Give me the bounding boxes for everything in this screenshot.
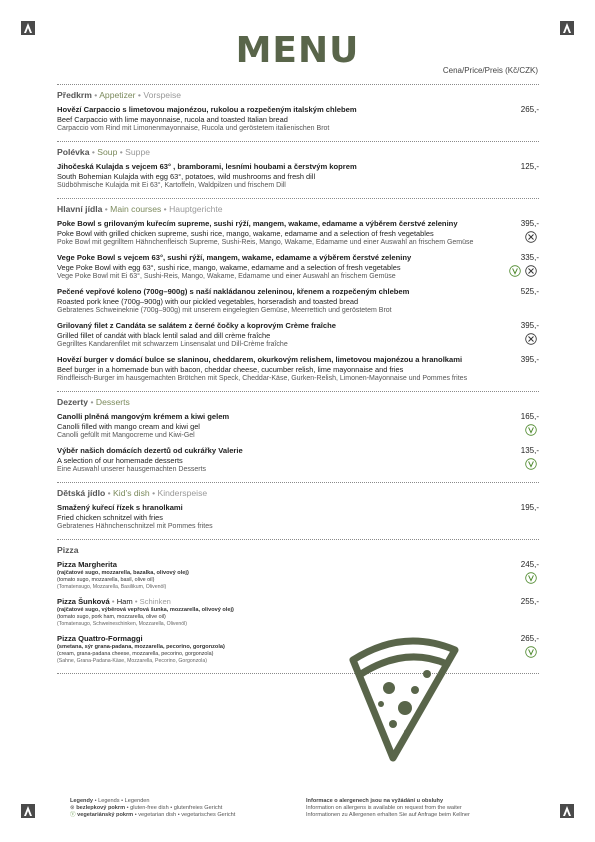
- text-span: Desserts: [95, 397, 130, 407]
- text-span: Ham: [116, 597, 133, 606]
- page-title: MENU: [235, 30, 360, 71]
- legend-veg-cz: vegetariánský pokrm: [77, 812, 134, 818]
- text-span: •: [94, 90, 98, 100]
- text-span: •: [91, 147, 95, 157]
- pizza-ingredients-en: (tomato sugo, mozzarella, basil, olive oil): [57, 577, 155, 583]
- item-price: 125,-: [520, 162, 539, 171]
- text-span: Dezerty: [57, 397, 89, 407]
- text-span: [529, 461, 534, 466]
- text-span: [525, 424, 537, 436]
- item-name-en: Grilled fillet of candát with black lentil salad and dill crème fraîche: [57, 331, 271, 340]
- menu-item: [57, 105, 539, 133]
- item-name-en: Beef Carpaccio with lime mayonnaise, rucola and toasted Italian bread: [57, 115, 288, 124]
- item-name-en: Vege Poke Bowl with egg 63°, sushi rice, mango, wakame, edamame and a selection of fresh vegetables: [57, 263, 401, 272]
- text-span: •: [152, 488, 156, 498]
- pizza-ingredients-cz: (smetana, sýr grana-padana, mozzarella, pecorino, gorgonzola): [57, 644, 225, 650]
- section-title: [57, 488, 539, 498]
- item-name-en: Canolli filled with mango cream and kiwi gel: [57, 422, 200, 431]
- no-gluten-icon: [525, 333, 537, 345]
- item-name: Pečené vepřové koleno (700g–900g) s naší nakládanou zeleninou, křenem a rozpečeným chlebem: [57, 287, 410, 296]
- text-span: Pizza Šunková: [57, 597, 110, 606]
- item-price: 335,-: [520, 253, 539, 262]
- legend-veg-en: vegetarian dish: [138, 812, 177, 818]
- text-span: Hlavní jídla: [57, 204, 103, 214]
- item-name-en: Fried chicken schnitzel with fries: [57, 513, 163, 522]
- text-span: Předkrm: [57, 90, 92, 100]
- legend-veg-de: vegetarisches Gericht: [181, 812, 236, 818]
- pizza-ingredients-de: (Sahne, Grana-Padana-Käse, Mozzarella, Pecorino, Gorgonzola): [57, 658, 207, 664]
- price-header: Cena/Price/Preis (Kč/CZK): [442, 66, 538, 75]
- brand-logo-icon: [560, 804, 574, 818]
- pizza-name: [57, 597, 539, 607]
- legend: Legendy • Legends • Legenden ⊗ bezlepkový pokrm • gluten-free dish • glutenfreies Gericht Ⓥ vegetariánský pokrm • vegetarian dish • vegetarisches Gericht: [70, 798, 236, 818]
- item-price: 165,-: [520, 412, 539, 421]
- allergen-cz: Informace o alergenech jsou na vyžádání u obsluhy: [306, 798, 444, 804]
- pizza-slice-icon: [323, 620, 469, 764]
- text-span: [529, 235, 534, 240]
- text-span: •: [90, 397, 94, 407]
- text-span: Pizza Quattro-Formaggi: [57, 634, 143, 643]
- brand-logo-icon: [21, 804, 35, 818]
- allergen-de: Informationen zu Allergenen erhalten Sie auf Anfrage beim Kellner: [306, 812, 470, 818]
- legend-title-de: Legenden: [124, 798, 150, 804]
- item-price: 395,-: [520, 355, 539, 364]
- legend-gf-de: glutenfreies Gericht: [173, 805, 223, 811]
- menu-item: [57, 219, 539, 247]
- text-span: Kinderspeise: [157, 488, 208, 498]
- text-span: Hauptgerichte: [169, 204, 223, 214]
- leaf-icon: [525, 646, 537, 658]
- item-name-de: Poke Bowl mit gegrilltem Hähnchenfleisch Supreme, Sushi-Reis, Mango, Wakame, Edamame und einer Auswahl an frischem Gemüse: [57, 239, 474, 246]
- menu-item: [57, 355, 539, 383]
- text-span: [525, 572, 537, 584]
- item-name: Poke Bowl s grilovaným kuřecím supreme, sushi rýží, mangem, wakame, edamame a výběrem čerstvé zeleniny: [57, 219, 458, 228]
- item-name: Canolli plněná mangovým krémem a kiwi gelem: [57, 412, 230, 421]
- item-price: 525,-: [520, 287, 539, 296]
- text-span: Polévka: [57, 147, 90, 157]
- item-name-de: Vege Poke Bowl mit Ei 63°, Sushi-Reis, Mango, Wakame, Edamame und einer Auswahl an frischem Gemüse: [57, 273, 396, 280]
- item-name-de: Südböhmische Kulajda mit Ei 63°, Kartoffeln, Waldpilzen und frischem Dill: [57, 182, 286, 189]
- item-price: 395,-: [520, 219, 539, 228]
- text-span: [525, 231, 537, 243]
- section-starter: [57, 85, 539, 141]
- item-price: 255,-: [520, 597, 539, 606]
- item-name-de: Gegrilltes Kandarenfilet mit schwarzem Linsensalat und Dill-Crème fraîche: [57, 341, 288, 348]
- pizza-ingredients-en: (tomato sugo, pork ham, mozzarella, olive oil): [57, 614, 166, 620]
- item-price: 265,-: [520, 634, 539, 643]
- item-name: Smažený kuřecí řízek s hranolkami: [57, 503, 183, 512]
- text-span: [529, 575, 534, 580]
- item-name: Vege Poke Bowl s vejcem 63°, sushi rýží, mangem, wakame, edamame a výběrem čerstvé zeleniny: [57, 253, 412, 262]
- text-span: Soup: [97, 147, 118, 157]
- pizza-name: [57, 560, 539, 570]
- item-name-de: Rindfleisch-Burger im hausgemachten Brötchen mit Speck, Cheddar-Käse, Gurken-Relish, Limonen-Mayonnaise und Pommes frites: [57, 375, 468, 382]
- section-title: Pizza: [57, 545, 79, 555]
- item-name-de: Gebratenes Schweineknie (700g–900g) mit unserem eingelegten Gemüse, Meerrettich und geröstetem Brot: [57, 307, 392, 314]
- item-name-de: Carpaccio vom Rind mit Limonenmayonnaise, Rucola und geröstetem italienischen Brot: [57, 125, 330, 132]
- text-span: [525, 333, 537, 345]
- menu-item: [57, 321, 539, 349]
- text-span: •: [111, 597, 115, 606]
- text-span: Schinken: [139, 597, 171, 606]
- section-soup: [57, 142, 539, 198]
- text-span: •: [119, 147, 123, 157]
- leaf-icon: [509, 265, 521, 277]
- legend-gf-cz: bezlepkový pokrm: [76, 805, 126, 811]
- leaf-icon: [525, 424, 537, 436]
- text-span: [529, 269, 534, 274]
- text-span: Vorspeise: [143, 90, 182, 100]
- text-span: Appetizer: [99, 90, 136, 100]
- text-span: [529, 649, 534, 654]
- text-span: •: [104, 204, 108, 214]
- menu-item: [57, 287, 539, 315]
- item-name: Hovězí Carpaccio s limetovou majonézou, rukolou a rozpečeným italským chlebem: [57, 105, 357, 114]
- item-name-de: Canolli gefüllt mit Mangocreme und Kiwi-Gel: [57, 432, 195, 439]
- item-name: Výběr našich domácích dezertů od cukrářky Valerie: [57, 446, 243, 455]
- item-price: 135,-: [520, 446, 539, 455]
- item-name-en: Poke Bowl with grilled chicken supreme, sushi rice, mango, wakame, edamame and a selection of fresh vegetables: [57, 229, 434, 238]
- text-span: •: [134, 597, 138, 606]
- leaf-icon: Ⓥ: [70, 812, 76, 818]
- section-title: [57, 147, 539, 157]
- item-price: 245,-: [520, 560, 539, 569]
- item-price: 195,-: [520, 503, 539, 512]
- text-span: [525, 646, 537, 658]
- section-title: [57, 397, 539, 407]
- allergen-info: [306, 798, 526, 819]
- text-span: [513, 268, 518, 273]
- item-name: Jihočeská Kulajda s vejcem 63° , bramborami, lesními houbami a čerstvým koprem: [57, 162, 357, 171]
- text-span: [529, 427, 534, 432]
- item-name-en: Roasted pork knee (700g–900g) with our pickled vegetables, horseradish and toasted bread: [57, 297, 359, 306]
- pizza-ingredients-cz: (rajčatové sugo, mozzarella, bazalka, olivový olej): [57, 570, 189, 576]
- section-kids: [57, 483, 539, 539]
- leaf-icon: [525, 572, 537, 584]
- item-name-de: Gebratenes Hähnchenschnitzel mit Pommes frites: [57, 523, 213, 530]
- text-span: •: [163, 204, 167, 214]
- text-span: Main courses: [110, 204, 162, 214]
- item-name: Grilovaný filet z Candáta se salátem z černé čočky a koprovým Crème fraîche: [57, 321, 336, 330]
- section-dessert: [57, 392, 539, 482]
- no-gluten-icon: ⊗: [70, 805, 75, 811]
- text-span: [509, 265, 537, 277]
- item-name-en: South Bohemian Kulajda with egg 63°, potatoes, wild mushrooms and fresh dill: [57, 172, 316, 181]
- menu-item: [57, 503, 539, 531]
- item-name-en: A selection of our homemade desserts: [57, 456, 183, 465]
- text-span: Kid’s dish: [113, 488, 150, 498]
- no-gluten-icon: [525, 231, 537, 243]
- legend-gf-en: gluten-free dish: [130, 805, 169, 811]
- section-main: [57, 199, 539, 391]
- menu-item: [57, 412, 539, 440]
- item-price: 265,-: [520, 105, 539, 114]
- item-name: Hovězí burger v domácí bulce se slaninou, cheddarem, okurkovým relishem, limetovou majonézou a hranolkami: [57, 355, 463, 364]
- text-span: [57, 545, 539, 555]
- pizza-item: [57, 560, 539, 591]
- section-title: [57, 90, 539, 100]
- pizza-ingredients-de: (Tomatensugo, Schweineschinken, Mozzarella, Olivenöl): [57, 621, 188, 627]
- menu-item: [57, 162, 539, 190]
- section-title: [57, 204, 539, 214]
- legend-title: Legendy: [70, 798, 94, 804]
- text-span: Pizza Margherita: [57, 560, 117, 569]
- menu-item: [57, 446, 539, 474]
- text-span: Suppe: [125, 147, 151, 157]
- text-span: [529, 337, 534, 342]
- item-name-de: Eine Auswahl unserer hausgemachten Desserts: [57, 466, 207, 473]
- item-price: 395,-: [520, 321, 539, 330]
- item-name-en: Beef burger in a homemade bun with bacon, cheddar cheese, cucumber relish, lime mayonnaise and fries: [57, 365, 404, 374]
- text-span: •: [107, 488, 111, 498]
- text-span: •: [137, 90, 141, 100]
- text-span: [525, 458, 537, 470]
- pizza-ingredients-de: (Tomatensugo, Mozzarella, Basilikum, Olivenöl): [57, 584, 167, 590]
- leaf-icon: [525, 458, 537, 470]
- no-gluten-icon: [525, 265, 537, 277]
- menu-content: [57, 84, 539, 674]
- text-span: Dětská jídlo: [57, 488, 106, 498]
- pizza-ingredients-cz: (rajčatové sugo, výběrová vepřová šunka, mozzarella, olivový olej): [57, 607, 234, 613]
- pizza-ingredients-en: (cream, grana-padana cheese, mozzarella, pecorino, gorgonzola): [57, 651, 214, 657]
- allergen-en: Information on allergens is available on request from the waiter: [306, 805, 462, 811]
- legend-title-en: Legends: [98, 798, 120, 804]
- menu-item: [57, 253, 539, 281]
